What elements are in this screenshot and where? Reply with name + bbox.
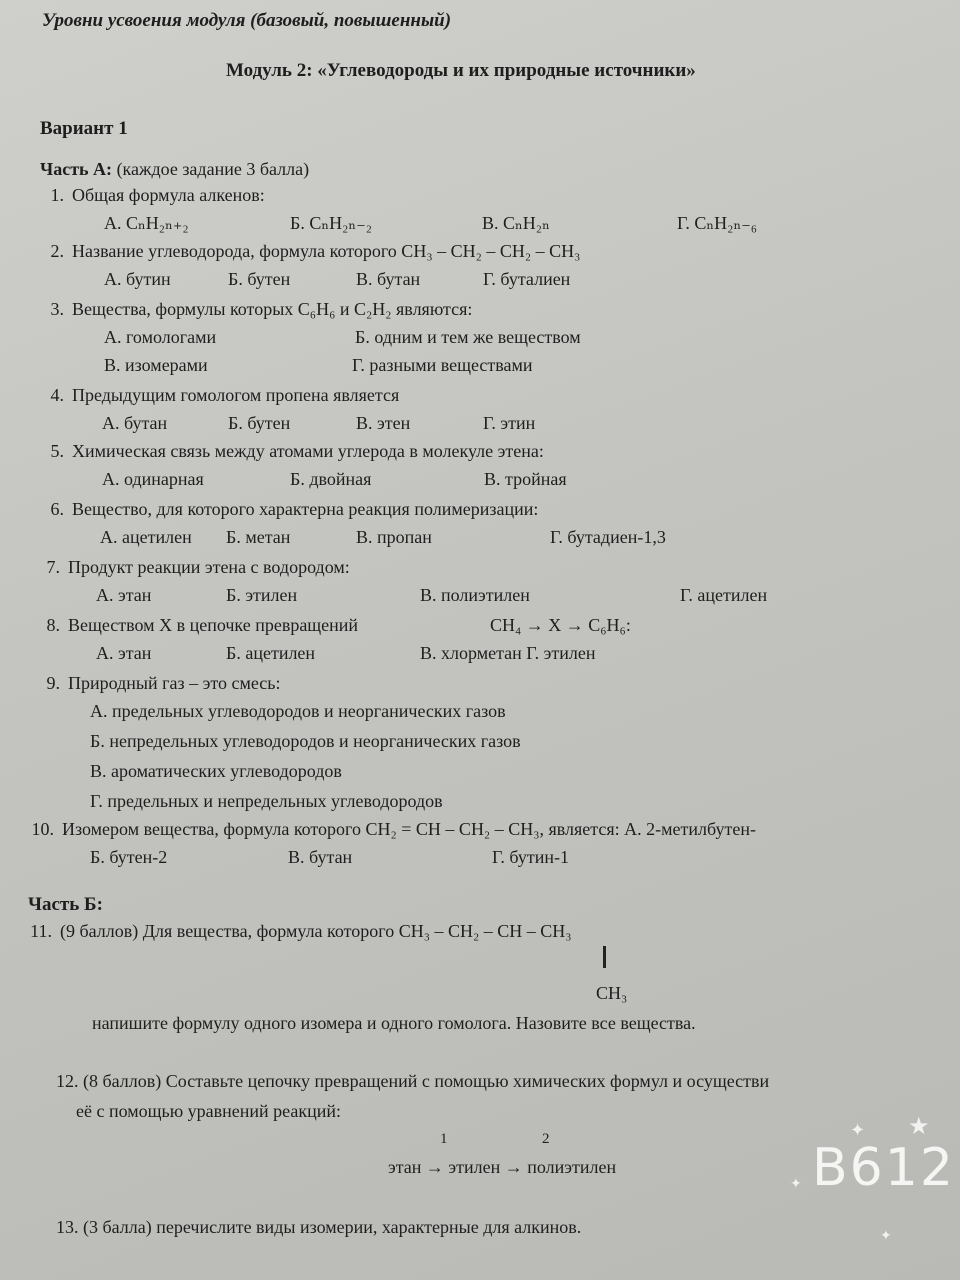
q9-option-a: А. предельных углеводородов и неорганических газов bbox=[90, 701, 506, 721]
question-13: 13. (3 балла) перечислите виды изомерии, характерные для алкинов. bbox=[56, 1217, 582, 1237]
q9-option-b: Б. непредельных углеводородов и неорганических газов bbox=[90, 731, 521, 751]
q1-option-d: Г. CₙH₂ₙ₋₆ bbox=[677, 213, 758, 233]
q6-option-b: Б. метан bbox=[226, 527, 291, 547]
q10-option-b: Б. бутен-2 bbox=[90, 847, 168, 867]
question-8: 8. Веществом Х в цепочке превращений bbox=[46, 615, 359, 635]
q2-option-a: А. бутин bbox=[104, 269, 171, 289]
q7-option-a: А. этан bbox=[96, 585, 152, 605]
q3-option-d: Г. разными веществами bbox=[352, 355, 533, 375]
q8-option-b: Б. ацетилен bbox=[226, 643, 316, 663]
branch-bond bbox=[603, 946, 606, 968]
q10-option-c: В. бутан bbox=[288, 847, 353, 867]
question-7: 7. Продукт реакции этена с водородом: bbox=[46, 557, 350, 577]
question-4: 4. Предыдущим гомологом пропена является bbox=[50, 385, 400, 405]
q2-option-d: Г. буталиен bbox=[483, 269, 571, 289]
part-b-heading: Часть Б: bbox=[28, 894, 103, 915]
question-9: 9. Природный газ – это смесь: bbox=[46, 673, 281, 693]
question-12: 12. (8 баллов) Составьте цепочку превращений с помощью химических формул и осуществи bbox=[56, 1071, 770, 1091]
q3-option-b: Б. одним и тем же веществом bbox=[355, 327, 581, 347]
q7-option-c: В. полиэтилен bbox=[420, 585, 530, 605]
q4-option-c: В. этен bbox=[356, 413, 411, 433]
question-5: 5. Химическая связь между атомами углерода в молекуле этена: bbox=[50, 441, 544, 461]
step-1-label: 1 bbox=[440, 1131, 448, 1147]
question-11: 11. (9 баллов) Для вещества, формула которого CH₃ – CH₂ – CH – CH₃ bbox=[30, 921, 572, 941]
q1-option-c: В. CₙH₂ₙ bbox=[482, 213, 550, 233]
page-header: Уровни усвоения модуля (базовый, повышенный) bbox=[42, 10, 452, 31]
q9-option-c: В. ароматических углеводородов bbox=[90, 761, 342, 781]
q4-option-a: А. бутан bbox=[102, 413, 168, 433]
sparkle-icon: ✦ bbox=[790, 1176, 802, 1192]
q4-option-d: Г. этин bbox=[483, 413, 536, 433]
sparkle-icon: ✦ bbox=[880, 1228, 892, 1244]
q5-option-b: Б. двойная bbox=[290, 469, 372, 489]
question-3: 3. Вещества, формулы которых C₆H₆ и C₂H₂ являются: bbox=[50, 299, 473, 319]
q7-option-b: Б. этилен bbox=[226, 585, 298, 605]
q11-branch: CH₃ bbox=[596, 983, 628, 1003]
q6-option-c: В. пропан bbox=[356, 527, 432, 547]
variant-title: Вариант 1 bbox=[40, 118, 128, 139]
q6-option-a: А. ацетилен bbox=[100, 527, 192, 547]
q6-option-d: Г. бутадиен-1,3 bbox=[550, 527, 666, 547]
question-10: 10. Изомером вещества, формула которого CH₂ = CH – CH₂ – CH₃, является: А. 2-метилбутен- bbox=[31, 819, 756, 839]
q8-chain: CH₄ → X → C₆H₆: bbox=[490, 615, 631, 635]
q12-chain: этан → этилен → полиэтилен bbox=[388, 1157, 617, 1177]
q10-option-d: Г. бутин-1 bbox=[492, 847, 569, 867]
q1-option-a: А. CₙH₂ₙ₊₂ bbox=[104, 213, 189, 233]
q4-option-b: Б. бутен bbox=[228, 413, 291, 433]
sparkle-icon: ✦ bbox=[850, 1120, 866, 1141]
q3-option-a: А. гомологами bbox=[104, 327, 217, 347]
q9-option-d: Г. предельных и непредельных углеводородов bbox=[90, 791, 443, 811]
module-title: Модуль 2: «Углеводороды и их природные источники» bbox=[226, 60, 696, 81]
q7-option-d: Г. ацетилен bbox=[680, 585, 768, 605]
part-a-heading: Часть А: (каждое задание 3 балла) bbox=[40, 159, 310, 179]
q8-option-a: А. этан bbox=[96, 643, 152, 663]
q5-option-c: В. тройная bbox=[484, 469, 567, 489]
q2-option-c: В. бутан bbox=[356, 269, 421, 289]
q3-option-c: В. изомерами bbox=[104, 355, 208, 375]
step-2-label: 2 bbox=[542, 1131, 550, 1147]
question-6: 6. Вещество, для которого характерна реакция полимеризации: bbox=[50, 499, 539, 519]
q2-option-b: Б. бутен bbox=[228, 269, 291, 289]
question-2: 2. Название углеводорода, формула которого CH₃ – CH₂ – CH₂ – CH₃ bbox=[50, 241, 581, 261]
q1-option-b: Б. CₙH₂ₙ₋₂ bbox=[290, 213, 372, 233]
q8-option-c: В. хлорметан Г. этилен bbox=[420, 643, 596, 663]
question-1: 1. Общая формула алкенов: bbox=[50, 185, 265, 205]
q12-subtext: её с помощью уравнений реакций: bbox=[76, 1101, 342, 1121]
sparkle-icon: ★ bbox=[908, 1112, 930, 1140]
b612-watermark: B612 bbox=[812, 1138, 955, 1198]
q5-option-a: А. одинарная bbox=[102, 469, 204, 489]
q11-task: напишите формулу одного изомера и одного гомолога. Назовите все вещества. bbox=[92, 1013, 696, 1033]
